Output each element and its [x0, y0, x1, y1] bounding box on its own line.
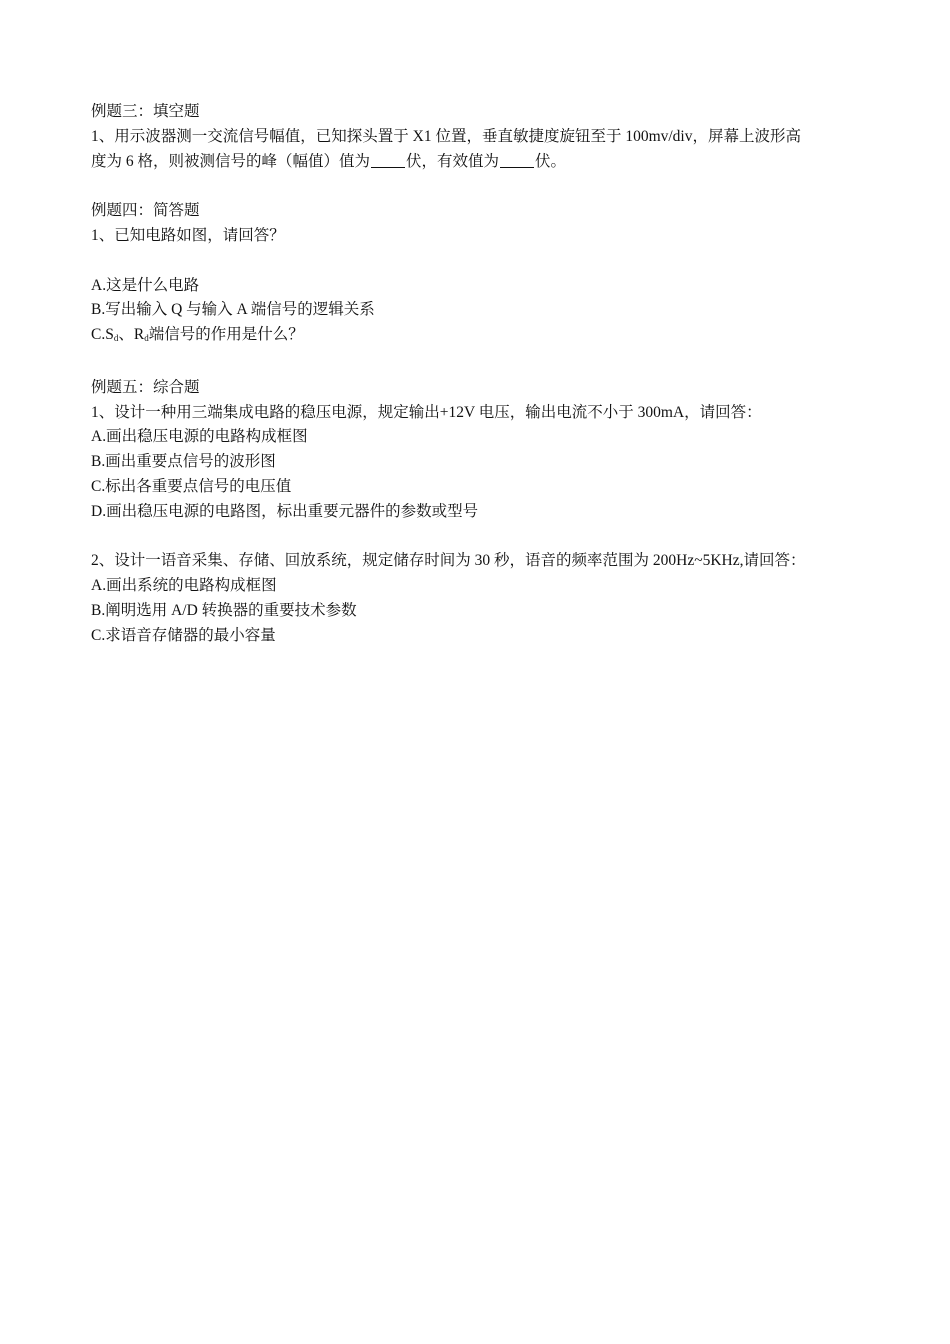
example-5-heading: 例题五：综合题: [91, 378, 200, 396]
example-5-question-2: 2、设计一语音采集、存储、回放系统，规定储存时间为 30 秒，语音的频率范围为 200Hz~5KHz,请回答：: [91, 552, 806, 570]
example-3-question-1-line-1: 1、用示波器测一交流信号幅值，已知探头置于 X1 位置，垂直敏捷度旋钮至于 100mv/div，屏幕上波形高: [91, 127, 801, 145]
paragraph-gap: [91, 249, 871, 274]
example-5-q1-item-d: D.画出稳压电源的电路图，标出重要元器件的参数或型号: [91, 502, 479, 520]
paragraph-gap: [91, 351, 871, 376]
example-4-item-a: A.这是什么电路: [91, 276, 200, 294]
subscript-d: d: [113, 333, 119, 344]
example-4-question-1: 1、已知电路如图，请回答？: [91, 226, 285, 244]
item-c-suffix: 端信号的作用是什么？: [148, 326, 304, 344]
document-page: [91, 100, 871, 649]
paragraph-gap: [91, 174, 871, 199]
item-c-prefix: C.S: [91, 326, 114, 344]
example-5-q1-item-a: A.画出稳压电源的电路构成框图: [91, 428, 308, 446]
paragraph-gap: [91, 525, 871, 550]
item-c-mid: 、R: [118, 326, 145, 344]
example-4-heading: 例题四：简答题: [91, 202, 200, 220]
example-5-q2-item-b: B.阐明选用 A/D 转换器的重要技术参数: [91, 601, 357, 619]
example-5-q2-item-c: C.求语音存储器的最小容量: [91, 626, 276, 644]
example-4-item-b: B.写出输入 Q 与输入 A 端信号的逻辑关系: [91, 301, 375, 319]
question-text: 伏。: [535, 152, 567, 170]
answer-blank-peak: [371, 153, 405, 168]
question-text: 伏，有效值为: [406, 152, 500, 170]
example-5-q1-item-c: C.标出各重要点信号的电压值: [91, 477, 292, 495]
example-4-item-c: [91, 323, 871, 351]
example-5-q2-item-a: A.画出系统的电路构成框图: [91, 577, 277, 595]
answer-blank-rms: [500, 153, 534, 168]
example-3-heading: 例题三：填空题: [91, 103, 200, 120]
subscript-d: d: [144, 333, 149, 344]
example-5-question-1: 1、设计一种用三端集成电路的稳压电源，规定输出+12V 电压，输出电流不小于 300mA，请回答：: [91, 403, 762, 421]
example-3-question-1-line-2: [91, 150, 871, 175]
question-text: 度为 6 格，则被测信号的峰（幅值）值为: [91, 152, 371, 170]
example-5-q1-item-b: B.画出重要点信号的波形图: [91, 453, 276, 471]
